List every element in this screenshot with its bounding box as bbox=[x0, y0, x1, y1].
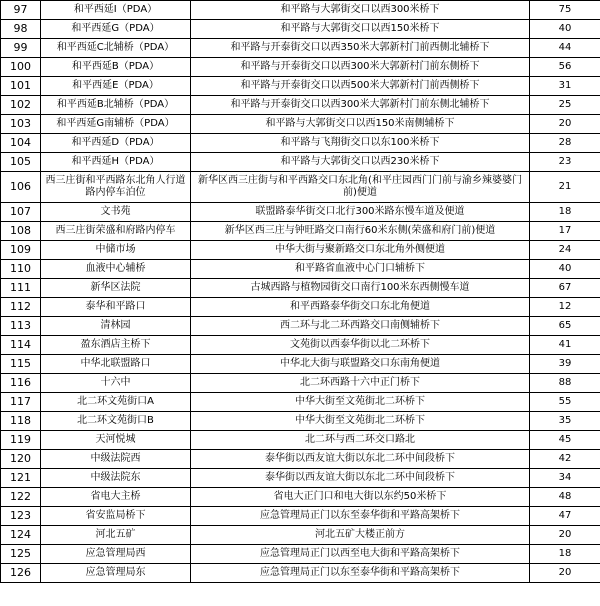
location-name-cell: 新华区法院 bbox=[41, 279, 191, 298]
table-row bbox=[1, 393, 600, 412]
location-name-cell: 省安监局桥下 bbox=[41, 507, 191, 526]
location-description-cell: 西二环与北二环西路交口南侧辅桥下 bbox=[191, 317, 530, 336]
space-count-cell: 18 bbox=[530, 203, 600, 222]
table-row bbox=[1, 564, 600, 583]
location-name-cell: 西三庄街荣盛和府路内停车 bbox=[41, 222, 191, 241]
location-name-cell: 和平西延B（PDA） bbox=[41, 58, 191, 77]
space-count-cell: 65 bbox=[530, 317, 600, 336]
location-name-cell: 血液中心辅桥 bbox=[41, 260, 191, 279]
location-description-cell: 北二环与西二环交口路北 bbox=[191, 431, 530, 450]
table-row bbox=[1, 58, 600, 77]
row-number-cell: 99 bbox=[1, 39, 41, 58]
table-row bbox=[1, 1, 600, 20]
table-row bbox=[1, 77, 600, 96]
location-name-cell: 中储市场 bbox=[41, 241, 191, 260]
location-name-cell: 天河悦城 bbox=[41, 431, 191, 450]
table-row bbox=[1, 488, 600, 507]
location-description-cell: 和平路与开泰街交口以西300米大郭新村门前东侧北辅桥下 bbox=[191, 96, 530, 115]
space-count-cell: 17 bbox=[530, 222, 600, 241]
table-row bbox=[1, 260, 600, 279]
location-name-cell: 和平西延E（PDA） bbox=[41, 77, 191, 96]
location-name-cell: 中华北联盟路口 bbox=[41, 355, 191, 374]
space-count-cell: 25 bbox=[530, 96, 600, 115]
location-name-cell: 河北五矿 bbox=[41, 526, 191, 545]
row-number-cell: 125 bbox=[1, 545, 41, 564]
location-description-cell: 和平路与开泰街交口以西350米大郭新村门前西侧北辅桥下 bbox=[191, 39, 530, 58]
table-row bbox=[1, 134, 600, 153]
location-name-cell: 北二环文苑街口A bbox=[41, 393, 191, 412]
location-description-cell: 和平路与大郭街交口以西300米桥下 bbox=[191, 1, 530, 20]
location-name-cell: 和平西延H（PDA） bbox=[41, 153, 191, 172]
location-name-cell: 省电大主桥 bbox=[41, 488, 191, 507]
location-description-cell: 应急管理局正门以东至泰华街和平路高架桥下 bbox=[191, 507, 530, 526]
row-number-cell: 105 bbox=[1, 153, 41, 172]
location-description-cell: 北二环西路十六中正门桥下 bbox=[191, 374, 530, 393]
location-description-cell: 和平路与开泰街交口以西300米大郭新村门前东侧桥下 bbox=[191, 58, 530, 77]
location-description-cell: 中华大街至文苑街北二环桥下 bbox=[191, 412, 530, 431]
table-row bbox=[1, 336, 600, 355]
table-row bbox=[1, 203, 600, 222]
table-row bbox=[1, 450, 600, 469]
space-count-cell: 44 bbox=[530, 39, 600, 58]
row-number-cell: 123 bbox=[1, 507, 41, 526]
space-count-cell: 20 bbox=[530, 564, 600, 583]
row-number-cell: 120 bbox=[1, 450, 41, 469]
space-count-cell: 20 bbox=[530, 526, 600, 545]
row-number-cell: 126 bbox=[1, 564, 41, 583]
row-number-cell: 113 bbox=[1, 317, 41, 336]
location-name-cell: 文书苑 bbox=[41, 203, 191, 222]
table-row bbox=[1, 222, 600, 241]
location-description-cell: 文苑街以西泰华街以北二环桥下 bbox=[191, 336, 530, 355]
row-number-cell: 114 bbox=[1, 336, 41, 355]
table-row bbox=[1, 153, 600, 172]
table-row bbox=[1, 526, 600, 545]
location-name-cell: 和平西延I（PDA） bbox=[41, 1, 191, 20]
table-row bbox=[1, 355, 600, 374]
row-number-cell: 103 bbox=[1, 115, 41, 134]
table-row bbox=[1, 241, 600, 260]
location-name-cell: 和平西延G南辅桥（PDA） bbox=[41, 115, 191, 134]
location-description-cell: 中华大街至文苑街北二环桥下 bbox=[191, 393, 530, 412]
space-count-cell: 21 bbox=[530, 172, 600, 203]
location-description-cell: 中华大街与聚新路交口东北角外侧便道 bbox=[191, 241, 530, 260]
location-name-cell: 十六中 bbox=[41, 374, 191, 393]
table-row bbox=[1, 96, 600, 115]
table-row bbox=[1, 39, 600, 58]
space-count-cell: 40 bbox=[530, 20, 600, 39]
space-count-cell: 41 bbox=[530, 336, 600, 355]
location-name-cell: 盈东酒店主桥下 bbox=[41, 336, 191, 355]
table-row bbox=[1, 374, 600, 393]
table-body bbox=[1, 1, 600, 583]
space-count-cell: 42 bbox=[530, 450, 600, 469]
table-row bbox=[1, 469, 600, 488]
row-number-cell: 104 bbox=[1, 134, 41, 153]
table-row bbox=[1, 507, 600, 526]
location-description-cell: 古城西路与植物园街交口南行100米东西侧慢车道 bbox=[191, 279, 530, 298]
space-count-cell: 24 bbox=[530, 241, 600, 260]
location-description-cell: 应急管理局正门以东至泰华街和平路高架桥下 bbox=[191, 564, 530, 583]
location-name-cell: 和平西延G（PDA） bbox=[41, 20, 191, 39]
location-description-cell: 和平路与开泰街交口以西500米大郭新村门前西侧桥下 bbox=[191, 77, 530, 96]
row-number-cell: 117 bbox=[1, 393, 41, 412]
row-number-cell: 124 bbox=[1, 526, 41, 545]
location-description-cell: 和平路与大郭街交口以西230米桥下 bbox=[191, 153, 530, 172]
location-description-cell: 和平路与飞翔街交口以东100米桥下 bbox=[191, 134, 530, 153]
row-number-cell: 118 bbox=[1, 412, 41, 431]
location-description-cell: 和平路与大郭街交口以西150米桥下 bbox=[191, 20, 530, 39]
location-name-cell: 和平西延B北辅桥（PDA） bbox=[41, 96, 191, 115]
space-count-cell: 39 bbox=[530, 355, 600, 374]
location-description-cell: 联盟路泰华街交口北行300米路东慢车道及便道 bbox=[191, 203, 530, 222]
space-count-cell: 47 bbox=[530, 507, 600, 526]
space-count-cell: 88 bbox=[530, 374, 600, 393]
table-row bbox=[1, 412, 600, 431]
space-count-cell: 48 bbox=[530, 488, 600, 507]
space-count-cell: 18 bbox=[530, 545, 600, 564]
space-count-cell: 34 bbox=[530, 469, 600, 488]
location-description-cell: 省电大正门口和电大街以东约50米桥下 bbox=[191, 488, 530, 507]
location-description-cell: 应急管理局正门以西至电大街和平路高架桥下 bbox=[191, 545, 530, 564]
row-number-cell: 115 bbox=[1, 355, 41, 374]
row-number-cell: 110 bbox=[1, 260, 41, 279]
space-count-cell: 12 bbox=[530, 298, 600, 317]
space-count-cell: 31 bbox=[530, 77, 600, 96]
location-name-cell: 西三庄街和平西路东北角人行道路内停车泊位 bbox=[41, 172, 191, 203]
location-description-cell: 泰华街以西友谊大街以东北二环中间段桥下 bbox=[191, 450, 530, 469]
space-count-cell: 40 bbox=[530, 260, 600, 279]
space-count-cell: 28 bbox=[530, 134, 600, 153]
row-number-cell: 111 bbox=[1, 279, 41, 298]
location-description-cell: 和平路与大郭街交口以西150米南侧辅桥下 bbox=[191, 115, 530, 134]
row-number-cell: 109 bbox=[1, 241, 41, 260]
table-row bbox=[1, 20, 600, 39]
row-number-cell: 116 bbox=[1, 374, 41, 393]
row-number-cell: 100 bbox=[1, 58, 41, 77]
location-name-cell: 中级法院东 bbox=[41, 469, 191, 488]
location-name-cell: 应急管理局西 bbox=[41, 545, 191, 564]
row-number-cell: 97 bbox=[1, 1, 41, 20]
row-number-cell: 108 bbox=[1, 222, 41, 241]
location-description-cell: 中华北大街与联盟路交口东南角便道 bbox=[191, 355, 530, 374]
row-number-cell: 119 bbox=[1, 431, 41, 450]
row-number-cell: 112 bbox=[1, 298, 41, 317]
location-name-cell: 和平西延D（PDA） bbox=[41, 134, 191, 153]
row-number-cell: 121 bbox=[1, 469, 41, 488]
row-number-cell: 106 bbox=[1, 172, 41, 203]
table-row bbox=[1, 298, 600, 317]
location-description-cell: 泰华街以西友谊大街以东北二环中间段桥下 bbox=[191, 469, 530, 488]
table-row bbox=[1, 279, 600, 298]
location-description-cell: 新华区西三庄与钟旺路交口南行60米东侧(荣盛和府门前)便道 bbox=[191, 222, 530, 241]
space-count-cell: 20 bbox=[530, 115, 600, 134]
space-count-cell: 75 bbox=[530, 1, 600, 20]
table-row bbox=[1, 431, 600, 450]
row-number-cell: 98 bbox=[1, 20, 41, 39]
space-count-cell: 35 bbox=[530, 412, 600, 431]
table-row bbox=[1, 172, 600, 203]
table-row bbox=[1, 115, 600, 134]
row-number-cell: 122 bbox=[1, 488, 41, 507]
location-description-cell: 和平西路泰华街交口东北角便道 bbox=[191, 298, 530, 317]
table-row bbox=[1, 317, 600, 336]
location-name-cell: 和平西延C北辅桥（PDA） bbox=[41, 39, 191, 58]
table-row bbox=[1, 545, 600, 564]
location-name-cell: 清林园 bbox=[41, 317, 191, 336]
space-count-cell: 45 bbox=[530, 431, 600, 450]
row-number-cell: 102 bbox=[1, 96, 41, 115]
location-description-cell: 新华区西三庄街与和平西路交口东北角(和平庄园西门门前与渝乡辣婆婆门前)便道 bbox=[191, 172, 530, 203]
location-description-cell: 和平路省血液中心门口辅桥下 bbox=[191, 260, 530, 279]
location-name-cell: 中级法院西 bbox=[41, 450, 191, 469]
location-name-cell: 北二环文苑街口B bbox=[41, 412, 191, 431]
location-description-cell: 河北五矿大楼正前方 bbox=[191, 526, 530, 545]
space-count-cell: 56 bbox=[530, 58, 600, 77]
location-name-cell: 泰华和平路口 bbox=[41, 298, 191, 317]
row-number-cell: 107 bbox=[1, 203, 41, 222]
space-count-cell: 55 bbox=[530, 393, 600, 412]
space-count-cell: 67 bbox=[530, 279, 600, 298]
location-name-cell: 应急管理局东 bbox=[41, 564, 191, 583]
row-number-cell: 101 bbox=[1, 77, 41, 96]
space-count-cell: 23 bbox=[530, 153, 600, 172]
